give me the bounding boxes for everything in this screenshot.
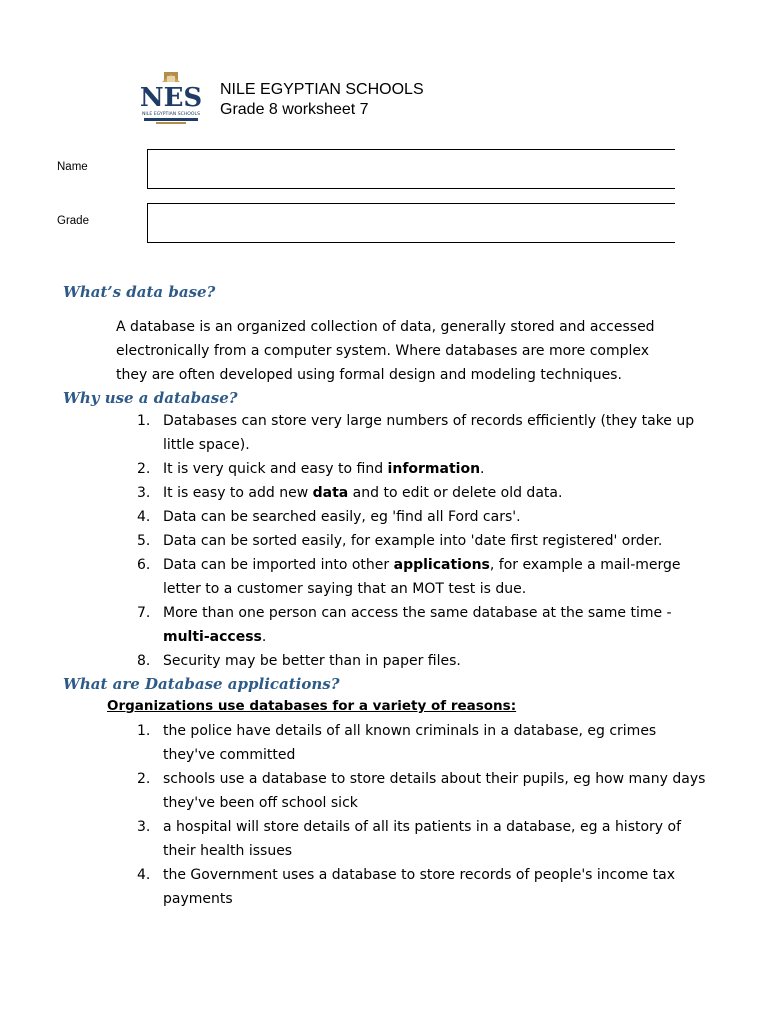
heading-database-applications: What are Database applications? [63,675,340,693]
list-text: It is easy to add new [163,485,313,501]
worksheet-title: Grade 8 worksheet 7 [220,101,369,118]
list-number: 8. [137,653,151,669]
name-field[interactable] [147,149,675,189]
school-name: NILE EGYPTIAN SCHOOLS [220,81,424,98]
list-text: Databases can store very large numbers of records efficiently (they take up little space). [163,413,695,453]
name-label: Name [57,161,88,173]
applications-subheading: Organizations use databases for a variety of reasons: [107,698,517,714]
list-text: Data can be sorted easily, for example into 'date first registered' order. [163,533,663,549]
grade-field[interactable] [147,203,675,243]
list-text-after: . [261,629,267,645]
list-bold-term: applications [393,557,490,573]
list-text-after: , for example a mail-merge letter to a customer saying that an MOT test is due. [163,557,681,597]
list-item [137,553,707,601]
list-number: 6. [137,557,151,573]
list-text-after: and to edit or delete old data. [348,485,563,501]
list-bold-term: data [312,485,349,501]
list-item [137,863,707,911]
list-item [137,719,707,767]
list-bold-term: multi-access [163,629,262,645]
list-bold-term: information [387,461,481,477]
list-item [137,457,707,481]
list-number: 3. [137,485,151,501]
list-text: Data can be searched easily, eg 'find all Ford cars'. [163,509,521,525]
list-number: 4. [137,867,151,883]
database-definition: A database is an organized collection of data, generally stored and accessed electronically from a computer system. Where databases are more complex they are often developed using formal design and modeling techniques. [116,319,655,383]
why-use-list [137,409,707,673]
grade-label: Grade [57,215,89,227]
logo-text: NES [139,83,203,113]
list-number: 1. [137,723,151,739]
applications-list [137,719,707,911]
list-number: 5. [137,533,151,549]
heading-why-use-database: Why use a database? [63,389,238,407]
school-logo [136,70,206,126]
logo-subtext: NILE EGYPTIAN SCHOOLS [141,112,201,117]
list-text: Data can be imported into other [163,557,394,573]
list-number: 2. [137,771,151,787]
list-item [137,601,707,649]
list-item [137,409,707,457]
list-item [137,481,707,505]
list-text: a hospital will store details of all its patients in a database, eg a history of their health issues [163,819,682,859]
list-text: More than one person can access the same database at the same time - [163,605,672,621]
list-text: It is very quick and easy to find [163,461,388,477]
list-text: Security may be better than in paper files. [163,653,461,669]
list-number: 3. [137,819,151,835]
list-text-after: . [480,461,485,477]
list-item [137,505,707,529]
list-number: 7. [137,605,151,621]
list-number: 2. [137,461,151,477]
list-text: the Government uses a database to store records of people's income tax payments [163,867,675,907]
list-item [137,649,707,673]
list-item [137,767,707,815]
list-number: 1. [137,413,151,429]
heading-what-is-database: What’s data base? [63,283,216,301]
list-text: the police have details of all known criminals in a database, eg crimes they've committed [163,723,657,763]
list-item [137,815,707,863]
list-item [137,529,707,553]
list-number: 4. [137,509,151,525]
list-text: schools use a database to store details about their pupils, eg how many days they've been off school sick [163,771,706,811]
